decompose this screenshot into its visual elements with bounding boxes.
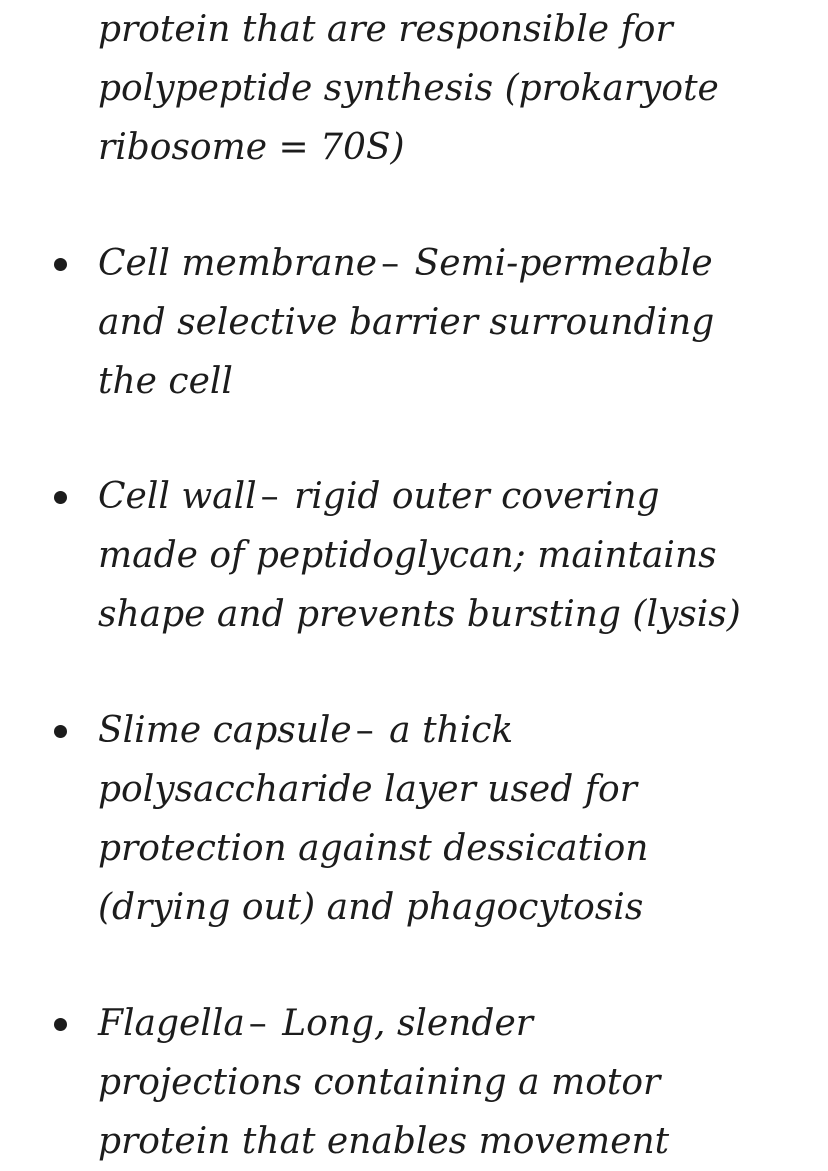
term: Flagella: [98, 1003, 245, 1044]
bullet-dot-icon: [54, 491, 67, 504]
text-line: and selective barrier surrounding: [98, 302, 715, 343]
text-line: ribosome = 70S): [98, 127, 405, 168]
bullet-dot-icon: [54, 1018, 67, 1031]
term: Cell wall: [98, 476, 257, 517]
dash: –: [248, 1003, 267, 1044]
text-line: (drying out) and phagocytosis: [98, 887, 644, 928]
text-line: shape and prevents bursting (lysis): [98, 594, 741, 635]
text-line: polysaccharide layer used for: [98, 769, 637, 810]
description: Semi-permeable: [403, 243, 713, 284]
text-line: protection against dessication: [98, 828, 649, 869]
text-line: protein that enables movement: [98, 1121, 670, 1162]
continued-paragraph: [98, 0, 798, 177]
bullet-text: [98, 467, 798, 644]
description: rigid outer covering: [282, 476, 660, 517]
text-line: projections containing a motor: [98, 1062, 661, 1103]
description: a thick: [377, 710, 514, 751]
description: Long, slender: [270, 1003, 533, 1044]
bullet-dot-icon: [54, 258, 67, 271]
dash: –: [355, 710, 374, 751]
bullet-text: [98, 994, 798, 1171]
bullet-text: [98, 701, 798, 937]
text-line: made of peptidoglycan; maintains: [98, 535, 717, 576]
bullet-dot-icon: [54, 725, 67, 738]
term: Slime capsule: [98, 710, 352, 751]
text-line: polypeptide synthesis (prokaryote: [98, 68, 719, 109]
dash: –: [260, 476, 279, 517]
dash: –: [381, 243, 400, 284]
text-line: protein that are responsible for: [98, 9, 673, 50]
text-line: the cell: [98, 361, 233, 402]
bullet-text: [98, 234, 798, 411]
term: Cell membrane: [98, 243, 378, 284]
